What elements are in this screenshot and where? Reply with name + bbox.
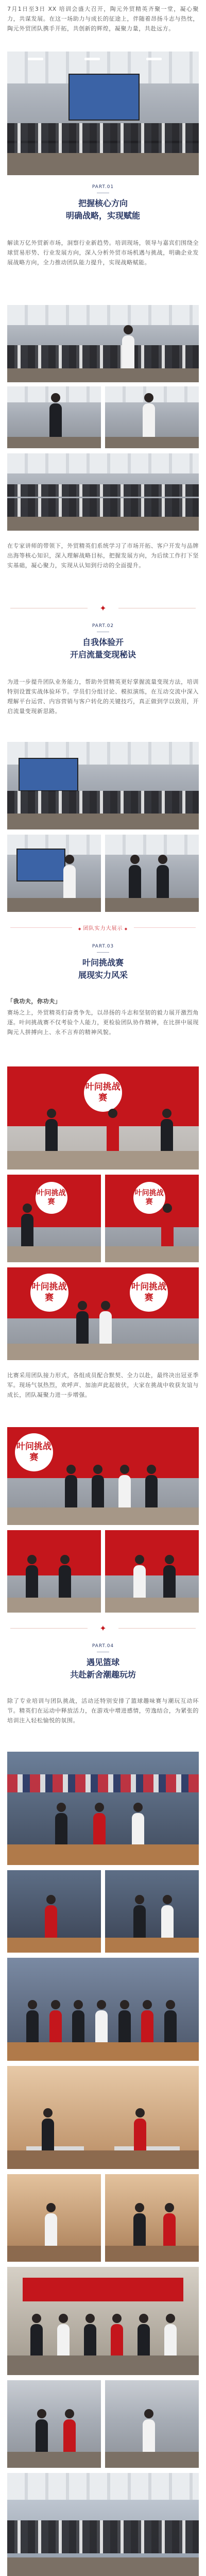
section3-paragraph-1: 赛场之上，外贸精英们奋勇争先，以昂扬的斗志和坚韧的毅力展开激烈角逐。叶问挑战赛不仅考验个人能力，更检验团队协作精神，在比拼中展现陶元人拼搏向上、永不言弃的精神风貌。 xyxy=(7,1009,199,1036)
section1-paragraph-1: 解读万亿外贸新市场，洞察行业新趋势。培训现场，领导与嘉宾们围绕全球贸易形势、行业发展方向，深入分析外贸市场机遇与挑战，明确企业发展战略方向，全力推动团队能力提升，实现战略赋能。 xyxy=(7,240,199,266)
celebration-photo xyxy=(7,2267,199,2375)
section-title: 遇见篮球 xyxy=(86,1657,119,1667)
challenge-banner-logo: 叶问挑战赛 xyxy=(133,1182,165,1214)
workshop-photo xyxy=(7,742,199,829)
speaker-photo-left xyxy=(7,386,101,448)
team-challenge-photo xyxy=(7,1267,199,1360)
ornament-icon: ✦ xyxy=(99,1623,107,1633)
intro-paragraph: 7月1日至3日 XX 培训会盛大召开，陶元外贸精英齐聚一堂，凝心聚力，共谋发展。在这一场助力与成长的征途上，伴随着昂扬斗志与热忱，陶元外贸团队携手开拓，共创新的辉煌，凝聚力量，共赴远方。 xyxy=(7,6,199,32)
section-subtitle: 共赴新舍潮趣玩坊 xyxy=(70,1670,136,1680)
challenge-photo-left xyxy=(7,1175,101,1262)
speaker-photo-right xyxy=(105,386,199,448)
section2-paragraph: 为进一步提升团队业务能力，帮助外贸精英更好掌握流量变现方法，培训特别设置实战体验环节。学员们分组讨论、模拟演练，在互动交流中深入理解平台运营、内容营销与客户转化的关键技巧，真正做到学以致用，开启流量变现新思路。 xyxy=(7,679,199,715)
closing-photo xyxy=(7,2473,199,2576)
section-header-1 xyxy=(0,184,206,222)
section-divider xyxy=(0,1623,206,1634)
section-part-label: PART.01 xyxy=(92,184,114,190)
section-divider xyxy=(0,603,206,614)
section-header-2 xyxy=(0,623,206,661)
celebration-photo-right xyxy=(105,2380,199,2468)
fun-zone-photo xyxy=(7,2066,199,2169)
section3-paragraph-2: 比赛采用团队接力形式，各组成员配合默契、全力以赴，最终决出冠亚季军。现场气氛热烈，欢呼声、加油声此起彼伏，大家在挑战中收获友谊与成长，团队凝聚力进一步增强。 xyxy=(7,1372,199,1398)
section-part-label: PART.04 xyxy=(92,1643,114,1649)
section4-paragraph-1: 除了专业培训与团队挑战，活动还特别安排了篮球趣味赛与潮玩互动环节。精英们在运动中释放活力，在游戏中增进感情，劳逸结合，为紧张的培训注入轻松愉悦的氛围。 xyxy=(7,1698,199,1724)
challenge-photo xyxy=(7,1066,199,1170)
presenter-photo-right xyxy=(105,835,199,912)
challenge-photo-right xyxy=(105,1175,199,1262)
section-subtitle: 展现实力风采 xyxy=(78,970,128,980)
award-photo-right xyxy=(105,1530,199,1613)
challenge-banner-logo: 叶问挑战赛 xyxy=(84,1074,122,1112)
section-subtitle: 明确战略，实现赋能 xyxy=(65,211,140,221)
highlight-ribbon xyxy=(0,922,206,934)
basketball-photo-right xyxy=(105,1870,199,1953)
award-photo xyxy=(7,1427,199,1525)
fun-zone-photo-left xyxy=(7,2174,101,2262)
section-part-label: PART.03 xyxy=(92,944,114,949)
challenge-banner-logo: 叶问挑战赛 xyxy=(15,1433,53,1471)
challenge-banner-logo: 叶问挑战赛 xyxy=(130,1274,168,1312)
basketball-photo xyxy=(7,1752,199,1865)
projector-screen xyxy=(68,74,140,120)
conference-photo xyxy=(7,52,199,175)
section-header-4 xyxy=(0,1643,206,1681)
section1-paragraph-2: 在专家讲师的带领下，外贸精英们系统学习了市场开拓、客户开发与品牌出海等核心知识，深入理解战略目标，把握发展方向，为后续工作打下坚实基础，凝心聚力，实现从认知到行动的全面提升。 xyxy=(7,543,199,569)
ribbon-text: ◆ 团队实力大展示 ◆ xyxy=(78,923,128,935)
award-photo-left xyxy=(7,1530,101,1613)
fun-zone-photo-right xyxy=(105,2174,199,2262)
presenter-photo-left xyxy=(7,835,101,912)
challenge-banner-logo: 叶问挑战赛 xyxy=(36,1182,67,1214)
section3-lead: 「我功夫，你功夫」 xyxy=(7,998,61,1005)
section-header-3 xyxy=(0,944,206,981)
audience-photo xyxy=(7,453,199,531)
basketball-photo-left xyxy=(7,1870,101,1953)
celebration-photo-left xyxy=(7,2380,101,2468)
section-title: 叶问挑战赛 xyxy=(82,958,124,968)
ornament-icon: ✦ xyxy=(99,603,107,613)
team-group-photo xyxy=(7,1958,199,2061)
section-part-label: PART.02 xyxy=(92,623,114,629)
lecture-photo xyxy=(7,305,199,382)
section-title: 自我体验开 xyxy=(82,637,124,647)
section-subtitle: 开启流量变现秘诀 xyxy=(70,650,136,659)
section-title: 把握核心方向 xyxy=(78,198,128,208)
challenge-banner-logo: 叶问挑战赛 xyxy=(30,1274,68,1312)
